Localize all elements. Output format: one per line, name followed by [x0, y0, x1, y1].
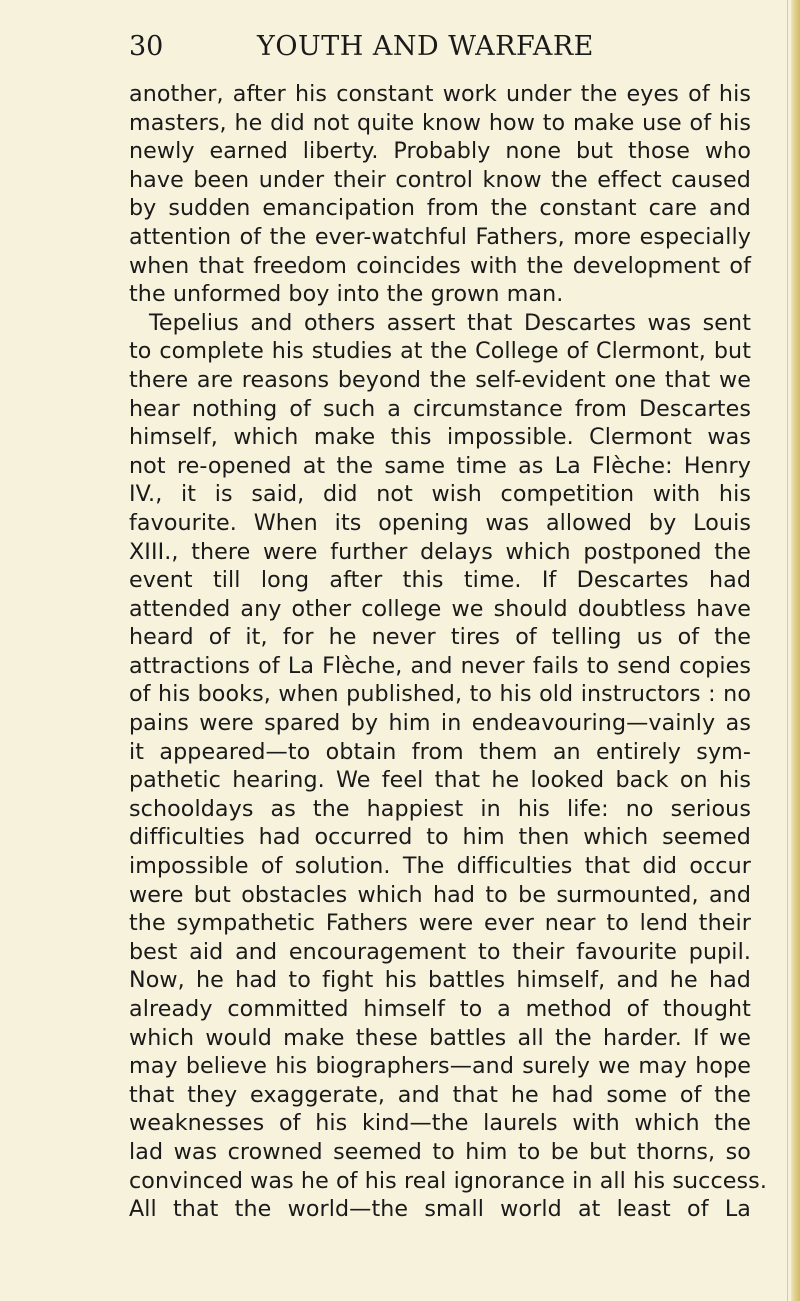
text-line: there are reasons beyond the self-evident one that we — [129, 366, 751, 393]
text-line: favourite. When its opening was allowed by Louis — [129, 509, 751, 536]
text-line: may believe his biographers—and surely we may hope — [129, 1053, 751, 1080]
body-text — [129, 80, 767, 1224]
text-line: that they exaggerate, and that he had some of the — [129, 1081, 751, 1108]
text-line: difficulties had occurred to him then which seemed — [129, 824, 751, 851]
text-line: lad was crowned seemed to him to be but thorns, so — [129, 1138, 751, 1165]
running-head: YOUTH AND WARFARE — [257, 31, 594, 62]
text-line: were but obstacles which had to be surmounted, and — [129, 881, 751, 908]
text-line: attractions of La Flèche, and never fails to send copies — [129, 652, 751, 679]
text-line: pathetic hearing. We feel that he looked back on his — [129, 767, 751, 794]
text-line: hear nothing of such a circumstance from Descartes — [129, 395, 751, 422]
text-line: not re-opened at the same time as La Flèche: Henry — [129, 452, 751, 479]
text-line: schooldays as the happiest in his life: no serious — [129, 795, 751, 822]
text-line: of his books, when published, to his old instructors : no — [129, 681, 751, 708]
page-header — [0, 28, 800, 68]
text-line: impossible of solution. The difficulties that did occur — [129, 853, 751, 880]
text-line: pains were spared by him in endeavouring—vainly as — [129, 710, 751, 737]
text-line: All that the world—the small world at least of La — [129, 1196, 751, 1223]
text-line: attention of the ever-watchful Fathers, more especially — [129, 223, 751, 250]
text-line: have been under their control know the effect caused — [129, 166, 751, 193]
text-line: best aid and encouragement to their favourite pupil. — [129, 938, 751, 965]
text-line: when that freedom coincides with the development of — [129, 252, 751, 279]
text-line: to complete his studies at the College of Clermont, but — [129, 338, 751, 365]
text-line: convinced was he of his real ignorance in all his success. — [129, 1167, 767, 1194]
text-line: newly earned liberty. Probably none but those who — [129, 138, 751, 165]
text-line: attended any other college we should doubtless have — [129, 595, 751, 622]
text-line: already committed himself to a method of thought — [129, 996, 751, 1022]
text-line: the sympathetic Fathers were ever near to lend their — [129, 910, 751, 937]
page-edge-shadow — [791, 0, 800, 1301]
text-line: by sudden emancipation from the constant care and — [129, 195, 751, 222]
text-line: which would make these battles all the harder. If we — [129, 1024, 751, 1051]
text-line: himself, which make this impossible. Clermont was — [129, 424, 751, 451]
text-line: XIII., there were further delays which postponed the — [129, 538, 751, 565]
text-line: Tepelius and others assert that Descartes was sent — [149, 309, 751, 336]
text-line: Now, he had to fight his battles himself, and he had — [129, 967, 751, 994]
text-line: IV., it is said, did not wish competition with his — [129, 481, 751, 508]
text-line: heard of it, for he never tires of telling us of the — [129, 624, 751, 651]
page-number: 30 — [129, 31, 164, 62]
text-line: it appeared—to obtain from them an entirely sym- — [129, 738, 751, 765]
page-edge-line — [787, 0, 788, 1301]
text-line: event till long after this time. If Descartes had — [129, 567, 751, 594]
text-line: weaknesses of his kind—the laurels with which the — [129, 1110, 751, 1137]
text-line: another, after his constant work under the eyes of his — [129, 81, 751, 107]
text-line: masters, he did not quite know how to make use of his — [129, 109, 751, 136]
text-line: the unformed boy into the grown man. — [129, 281, 564, 308]
